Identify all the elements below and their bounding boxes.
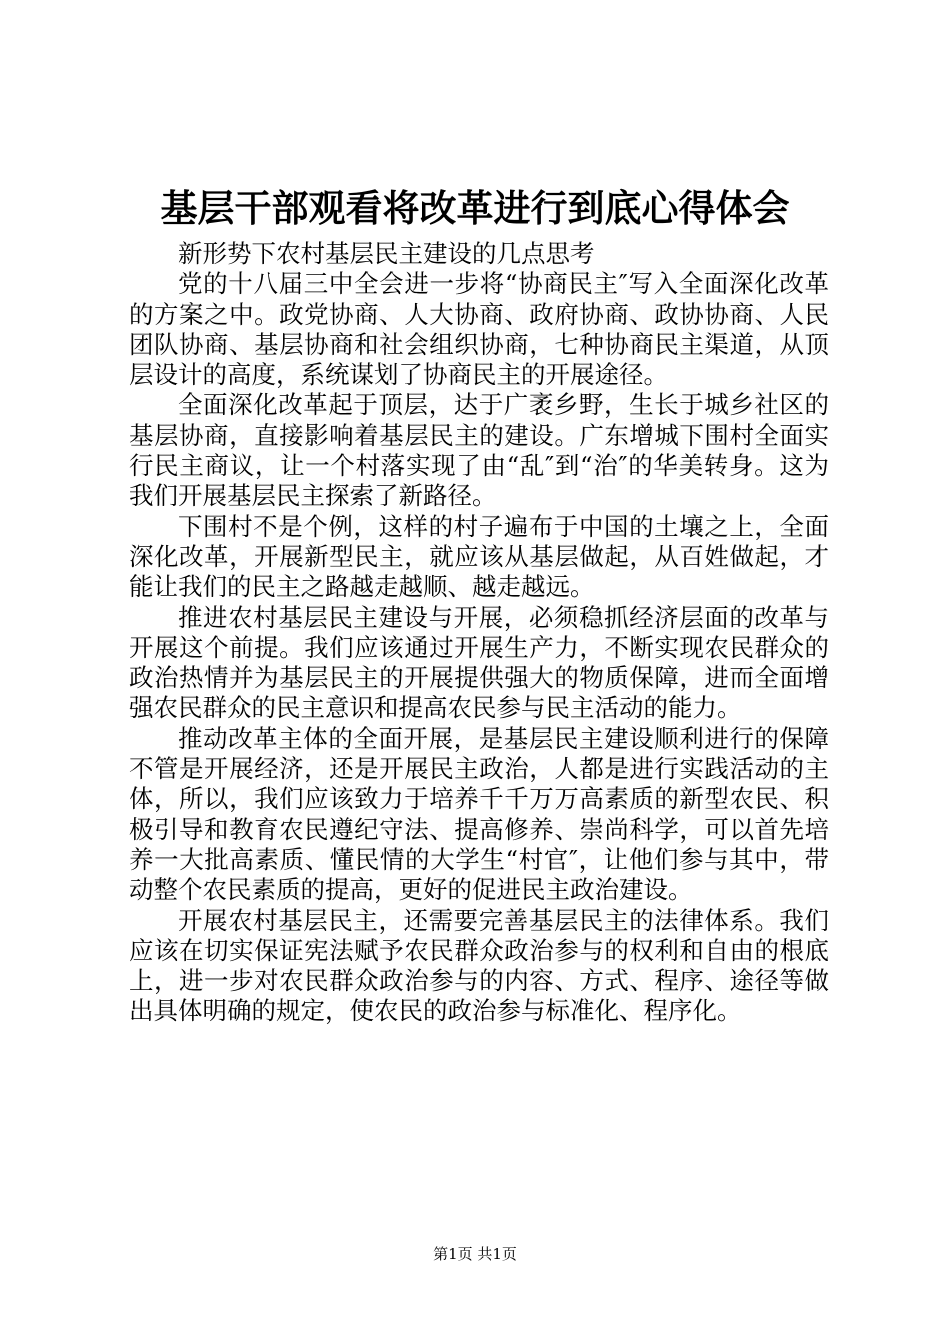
paragraph: 推进农村基层民主建设与开展，必须稳抓经济层面的改革与开展这个前提。我们应该通过开展生产力，不断实现农民群众的政治热情并为基层民主的开展提供强大的物质保障，进而全面增强农民群众的民主意识和提高农民参与民主活动的能力。 xyxy=(129,602,829,723)
paragraph: 推动改革主体的全面开展，是基层民主建设顺利进行的保障不管是开展经济，还是开展民主政治，人都是进行实践活动的主体，所以，我们应该致力于培养千千万万高素质的新型农民、积极引导和教育农民遵纪守法、提高修养、崇尚科学，可以首先培养一大批高素质、懂民情的大学生“村官″，让他们参与其中，带动整个农民素质的提高，更好的促进民主政治建设。 xyxy=(129,723,829,905)
paragraph: 全面深化改革起于顶层，达于广袤乡野，生长于城乡社区的基层协商，直接影响着基层民主的建设。广东增城下围村全面实行民主商议，让一个村落实现了由“乱″到“治″的华美转身。这为我们开展基层民主探索了新路径。 xyxy=(129,390,829,511)
paragraph: 下围村不是个例，这样的村子遍布于中国的土壤之上，全面深化改革，开展新型民主，就应该从基层做起，从百姓做起，才能让我们的民主之路越走越顺、越走越远。 xyxy=(129,511,829,602)
paragraph: 新形势下农村基层民主建设的几点思考 xyxy=(178,239,595,268)
paragraph: 党的十八届三中全会进一步将“协商民主″写入全面深化改革的方案之中。政党协商、人大协商、政府协商、政协协商、人民团队协商、基层协商和社会组织协商，七种协商民主渠道，从顶层设计的高度，系统谋划了协商民主的开展途径。 xyxy=(129,269,829,390)
document-title: 基层干部观看将改革进行到底心得体会 xyxy=(160,186,790,230)
paragraph: 开展农村基层民主，还需要完善基层民主的法律体系。我们应该在切实保证宪法赋予农民群众政治参与的权利和自由的根底上，进一步对农民群众政治参与的内容、方式、程序、途径等做出具体明确的规定，使农民的政治参与标准化、程序化。 xyxy=(129,905,829,1026)
page-footer: 第1页 共1页 xyxy=(433,1245,517,1263)
document-body xyxy=(129,239,829,1027)
